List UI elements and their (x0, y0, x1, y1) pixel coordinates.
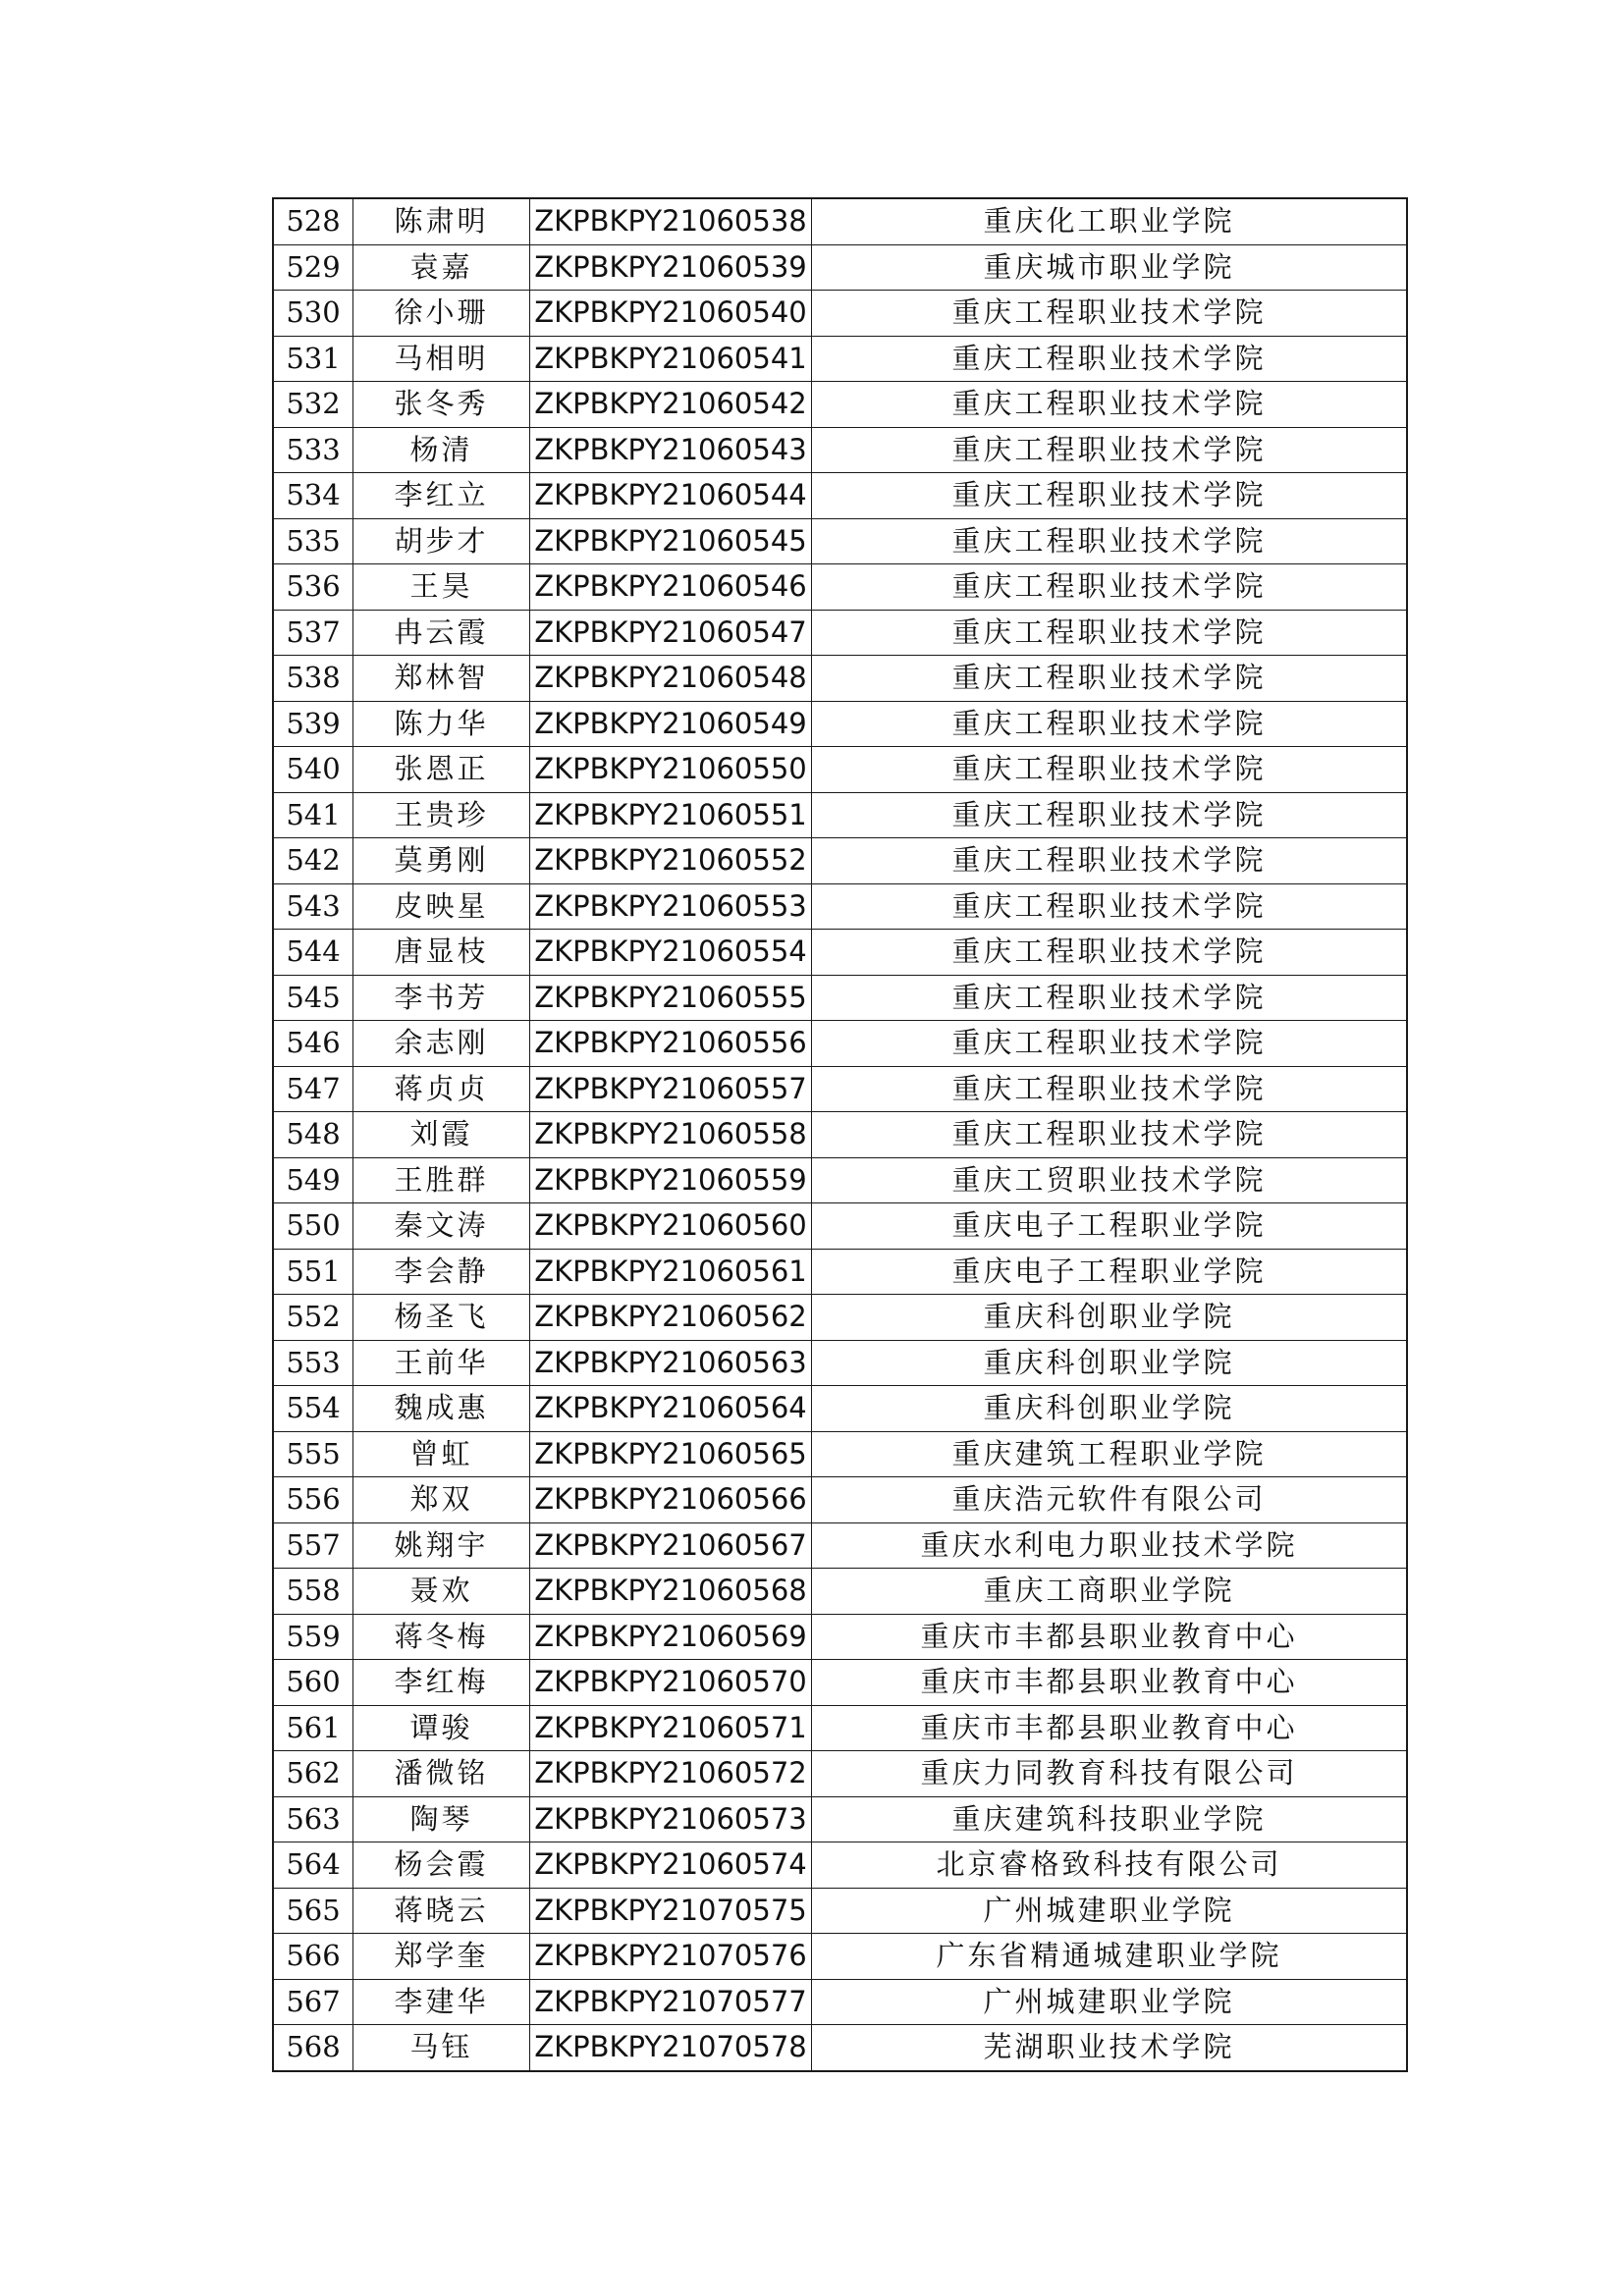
table-row (273, 701, 1407, 747)
row-number-cell: 534 (273, 473, 353, 519)
table-row (273, 1705, 1407, 1751)
certificate-code-cell: ZKPBKPY21060543 (530, 427, 812, 473)
organization-cell: 重庆工程职业技术学院 (812, 1112, 1408, 1158)
organization-cell: 重庆市丰都县职业教育中心 (812, 1705, 1408, 1751)
person-name-cell: 陈肃明 (353, 198, 530, 244)
certificate-code-cell: ZKPBKPY21060568 (530, 1569, 812, 1615)
certificate-code-cell: ZKPBKPY21060565 (530, 1431, 812, 1477)
certificate-code-cell: ZKPBKPY21060548 (530, 656, 812, 702)
row-number-cell: 560 (273, 1660, 353, 1706)
row-number-cell: 532 (273, 382, 353, 428)
row-number-cell: 543 (273, 883, 353, 930)
organization-cell: 重庆科创职业学院 (812, 1340, 1408, 1386)
organization-cell: 重庆工程职业技术学院 (812, 747, 1408, 793)
table-row (273, 244, 1407, 291)
table-row (273, 1249, 1407, 1295)
certificate-code-cell: ZKPBKPY21060541 (530, 336, 812, 382)
table-row (273, 1614, 1407, 1660)
person-name-cell: 刘霞 (353, 1112, 530, 1158)
certificate-code-cell: ZKPBKPY21060549 (530, 701, 812, 747)
row-number-cell: 536 (273, 564, 353, 611)
table-row (273, 930, 1407, 976)
table-row (273, 883, 1407, 930)
person-name-cell: 徐小珊 (353, 291, 530, 337)
row-number-cell: 564 (273, 1842, 353, 1889)
certificate-code-cell: ZKPBKPY21060553 (530, 883, 812, 930)
row-number-cell: 540 (273, 747, 353, 793)
person-name-cell: 王昊 (353, 564, 530, 611)
table-row (273, 1477, 1407, 1523)
row-number-cell: 557 (273, 1522, 353, 1569)
organization-cell: 重庆工程职业技术学院 (812, 883, 1408, 930)
table-row (273, 1842, 1407, 1889)
table-row (273, 473, 1407, 519)
person-name-cell: 陶琴 (353, 1796, 530, 1842)
organization-cell: 重庆工程职业技术学院 (812, 336, 1408, 382)
table-row (273, 1888, 1407, 1934)
person-name-cell: 郑林智 (353, 656, 530, 702)
organization-cell: 重庆电子工程职业学院 (812, 1249, 1408, 1295)
certificate-code-cell: ZKPBKPY21060552 (530, 838, 812, 884)
certificate-code-cell: ZKPBKPY21070578 (530, 2025, 812, 2071)
certificate-code-cell: ZKPBKPY21060567 (530, 1522, 812, 1569)
row-number-cell: 539 (273, 701, 353, 747)
person-name-cell: 姚翔宇 (353, 1522, 530, 1569)
person-name-cell: 冉云霞 (353, 610, 530, 656)
table-row (273, 198, 1407, 244)
certificate-code-cell: ZKPBKPY21060570 (530, 1660, 812, 1706)
person-name-cell: 莫勇刚 (353, 838, 530, 884)
organization-cell: 北京睿格致科技有限公司 (812, 1842, 1408, 1889)
roster-table (272, 197, 1408, 2072)
table-row (273, 1660, 1407, 1706)
person-name-cell: 王贵珍 (353, 792, 530, 838)
table-row (273, 1979, 1407, 2025)
person-name-cell: 马钰 (353, 2025, 530, 2071)
organization-cell: 重庆工商职业学院 (812, 1569, 1408, 1615)
certificate-code-cell: ZKPBKPY21070577 (530, 1979, 812, 2025)
person-name-cell: 杨会霞 (353, 1842, 530, 1889)
row-number-cell: 528 (273, 198, 353, 244)
certificate-code-cell: ZKPBKPY21060561 (530, 1249, 812, 1295)
certificate-code-cell: ZKPBKPY21060574 (530, 1842, 812, 1889)
person-name-cell: 李红梅 (353, 1660, 530, 1706)
row-number-cell: 562 (273, 1751, 353, 1797)
table-row (273, 1340, 1407, 1386)
table-row (273, 382, 1407, 428)
row-number-cell: 556 (273, 1477, 353, 1523)
table-row (273, 1569, 1407, 1615)
certificate-code-cell: ZKPBKPY21060573 (530, 1796, 812, 1842)
organization-cell: 重庆工程职业技术学院 (812, 701, 1408, 747)
certificate-code-cell: ZKPBKPY21060554 (530, 930, 812, 976)
organization-cell: 重庆市丰都县职业教育中心 (812, 1660, 1408, 1706)
organization-cell: 重庆科创职业学院 (812, 1295, 1408, 1341)
certificate-code-cell: ZKPBKPY21060558 (530, 1112, 812, 1158)
person-name-cell: 潘微铭 (353, 1751, 530, 1797)
row-number-cell: 550 (273, 1203, 353, 1250)
certificate-code-cell: ZKPBKPY21070576 (530, 1934, 812, 1980)
organization-cell: 重庆建筑工程职业学院 (812, 1431, 1408, 1477)
organization-cell: 重庆建筑科技职业学院 (812, 1796, 1408, 1842)
table-row (273, 838, 1407, 884)
organization-cell: 重庆工程职业技术学院 (812, 518, 1408, 564)
person-name-cell: 聂欢 (353, 1569, 530, 1615)
table-row (273, 1021, 1407, 1067)
certificate-code-cell: ZKPBKPY21060539 (530, 244, 812, 291)
certificate-code-cell: ZKPBKPY21060566 (530, 1477, 812, 1523)
person-name-cell: 蒋贞贞 (353, 1066, 530, 1112)
organization-cell: 芜湖职业技术学院 (812, 2025, 1408, 2071)
table-row (273, 1796, 1407, 1842)
organization-cell: 重庆工程职业技术学院 (812, 291, 1408, 337)
roster-body (273, 198, 1407, 2071)
table-row (273, 656, 1407, 702)
organization-cell: 重庆工程职业技术学院 (812, 656, 1408, 702)
certificate-code-cell: ZKPBKPY21060569 (530, 1614, 812, 1660)
table-row (273, 427, 1407, 473)
organization-cell: 重庆工程职业技术学院 (812, 1066, 1408, 1112)
certificate-code-cell: ZKPBKPY21060550 (530, 747, 812, 793)
row-number-cell: 563 (273, 1796, 353, 1842)
person-name-cell: 蒋晓云 (353, 1888, 530, 1934)
table-row (273, 610, 1407, 656)
certificate-code-cell: ZKPBKPY21060542 (530, 382, 812, 428)
row-number-cell: 542 (273, 838, 353, 884)
row-number-cell: 533 (273, 427, 353, 473)
certificate-code-cell: ZKPBKPY21060556 (530, 1021, 812, 1067)
organization-cell: 重庆市丰都县职业教育中心 (812, 1614, 1408, 1660)
row-number-cell: 535 (273, 518, 353, 564)
row-number-cell: 551 (273, 1249, 353, 1295)
person-name-cell: 王前华 (353, 1340, 530, 1386)
certificate-code-cell: ZKPBKPY21070575 (530, 1888, 812, 1934)
person-name-cell: 郑双 (353, 1477, 530, 1523)
person-name-cell: 唐显枝 (353, 930, 530, 976)
table-row (273, 747, 1407, 793)
table-row (273, 564, 1407, 611)
certificate-code-cell: ZKPBKPY21060572 (530, 1751, 812, 1797)
row-number-cell: 565 (273, 1888, 353, 1934)
organization-cell: 广州城建职业学院 (812, 1979, 1408, 2025)
person-name-cell: 张冬秀 (353, 382, 530, 428)
row-number-cell: 553 (273, 1340, 353, 1386)
person-name-cell: 秦文涛 (353, 1203, 530, 1250)
organization-cell: 重庆工程职业技术学院 (812, 427, 1408, 473)
organization-cell: 重庆工程职业技术学院 (812, 792, 1408, 838)
table-row (273, 518, 1407, 564)
organization-cell: 广东省精通城建职业学院 (812, 1934, 1408, 1980)
person-name-cell: 袁嘉 (353, 244, 530, 291)
organization-cell: 重庆浩元软件有限公司 (812, 1477, 1408, 1523)
certificate-code-cell: ZKPBKPY21060559 (530, 1157, 812, 1203)
certificate-code-cell: ZKPBKPY21060562 (530, 1295, 812, 1341)
row-number-cell: 548 (273, 1112, 353, 1158)
certificate-code-cell: ZKPBKPY21060546 (530, 564, 812, 611)
certificate-code-cell: ZKPBKPY21060564 (530, 1386, 812, 1432)
organization-cell: 广州城建职业学院 (812, 1888, 1408, 1934)
organization-cell: 重庆工程职业技术学院 (812, 1021, 1408, 1067)
organization-cell: 重庆工程职业技术学院 (812, 930, 1408, 976)
organization-cell: 重庆化工职业学院 (812, 198, 1408, 244)
person-name-cell: 皮映星 (353, 883, 530, 930)
row-number-cell: 568 (273, 2025, 353, 2071)
table-row (273, 1431, 1407, 1477)
table-row (273, 2025, 1407, 2071)
person-name-cell: 魏成惠 (353, 1386, 530, 1432)
person-name-cell: 李书芳 (353, 975, 530, 1021)
row-number-cell: 538 (273, 656, 353, 702)
person-name-cell: 张恩正 (353, 747, 530, 793)
table-row (273, 1522, 1407, 1569)
person-name-cell: 陈力华 (353, 701, 530, 747)
organization-cell: 重庆工程职业技术学院 (812, 564, 1408, 611)
table-row (273, 1386, 1407, 1432)
table-row (273, 1203, 1407, 1250)
row-number-cell: 558 (273, 1569, 353, 1615)
person-name-cell: 蒋冬梅 (353, 1614, 530, 1660)
organization-cell: 重庆电子工程职业学院 (812, 1203, 1408, 1250)
row-number-cell: 549 (273, 1157, 353, 1203)
table-row (273, 291, 1407, 337)
organization-cell: 重庆工程职业技术学院 (812, 975, 1408, 1021)
person-name-cell: 杨清 (353, 427, 530, 473)
person-name-cell: 杨圣飞 (353, 1295, 530, 1341)
table-row (273, 1157, 1407, 1203)
person-name-cell: 李会静 (353, 1249, 530, 1295)
certificate-code-cell: ZKPBKPY21060545 (530, 518, 812, 564)
row-number-cell: 541 (273, 792, 353, 838)
person-name-cell: 谭骏 (353, 1705, 530, 1751)
person-name-cell: 曾虹 (353, 1431, 530, 1477)
row-number-cell: 559 (273, 1614, 353, 1660)
organization-cell: 重庆城市职业学院 (812, 244, 1408, 291)
certificate-code-cell: ZKPBKPY21060571 (530, 1705, 812, 1751)
row-number-cell: 546 (273, 1021, 353, 1067)
table-row (273, 975, 1407, 1021)
person-name-cell: 李建华 (353, 1979, 530, 2025)
person-name-cell: 李红立 (353, 473, 530, 519)
person-name-cell: 余志刚 (353, 1021, 530, 1067)
row-number-cell: 561 (273, 1705, 353, 1751)
row-number-cell: 545 (273, 975, 353, 1021)
certificate-code-cell: ZKPBKPY21060547 (530, 610, 812, 656)
table-row (273, 1295, 1407, 1341)
certificate-code-cell: ZKPBKPY21060540 (530, 291, 812, 337)
table-row (273, 1751, 1407, 1797)
row-number-cell: 531 (273, 336, 353, 382)
certificate-code-cell: ZKPBKPY21060555 (530, 975, 812, 1021)
table-row (273, 792, 1407, 838)
row-number-cell: 552 (273, 1295, 353, 1341)
person-name-cell: 王胜群 (353, 1157, 530, 1203)
organization-cell: 重庆工程职业技术学院 (812, 382, 1408, 428)
certificate-code-cell: ZKPBKPY21060551 (530, 792, 812, 838)
person-name-cell: 郑学奎 (353, 1934, 530, 1980)
row-number-cell: 555 (273, 1431, 353, 1477)
certificate-code-cell: ZKPBKPY21060544 (530, 473, 812, 519)
row-number-cell: 537 (273, 610, 353, 656)
organization-cell: 重庆水利电力职业技术学院 (812, 1522, 1408, 1569)
certificate-code-cell: ZKPBKPY21060557 (530, 1066, 812, 1112)
person-name-cell: 胡步才 (353, 518, 530, 564)
row-number-cell: 547 (273, 1066, 353, 1112)
organization-cell: 重庆工程职业技术学院 (812, 610, 1408, 656)
table-row (273, 1934, 1407, 1980)
row-number-cell: 554 (273, 1386, 353, 1432)
table-row (273, 336, 1407, 382)
certificate-code-cell: ZKPBKPY21060538 (530, 198, 812, 244)
organization-cell: 重庆工程职业技术学院 (812, 838, 1408, 884)
table-row (273, 1112, 1407, 1158)
organization-cell: 重庆工程职业技术学院 (812, 473, 1408, 519)
row-number-cell: 566 (273, 1934, 353, 1980)
row-number-cell: 530 (273, 291, 353, 337)
row-number-cell: 529 (273, 244, 353, 291)
row-number-cell: 544 (273, 930, 353, 976)
person-name-cell: 马相明 (353, 336, 530, 382)
organization-cell: 重庆科创职业学院 (812, 1386, 1408, 1432)
table-row (273, 1066, 1407, 1112)
row-number-cell: 567 (273, 1979, 353, 2025)
certificate-code-cell: ZKPBKPY21060560 (530, 1203, 812, 1250)
certificate-code-cell: ZKPBKPY21060563 (530, 1340, 812, 1386)
organization-cell: 重庆力同教育科技有限公司 (812, 1751, 1408, 1797)
organization-cell: 重庆工贸职业技术学院 (812, 1157, 1408, 1203)
